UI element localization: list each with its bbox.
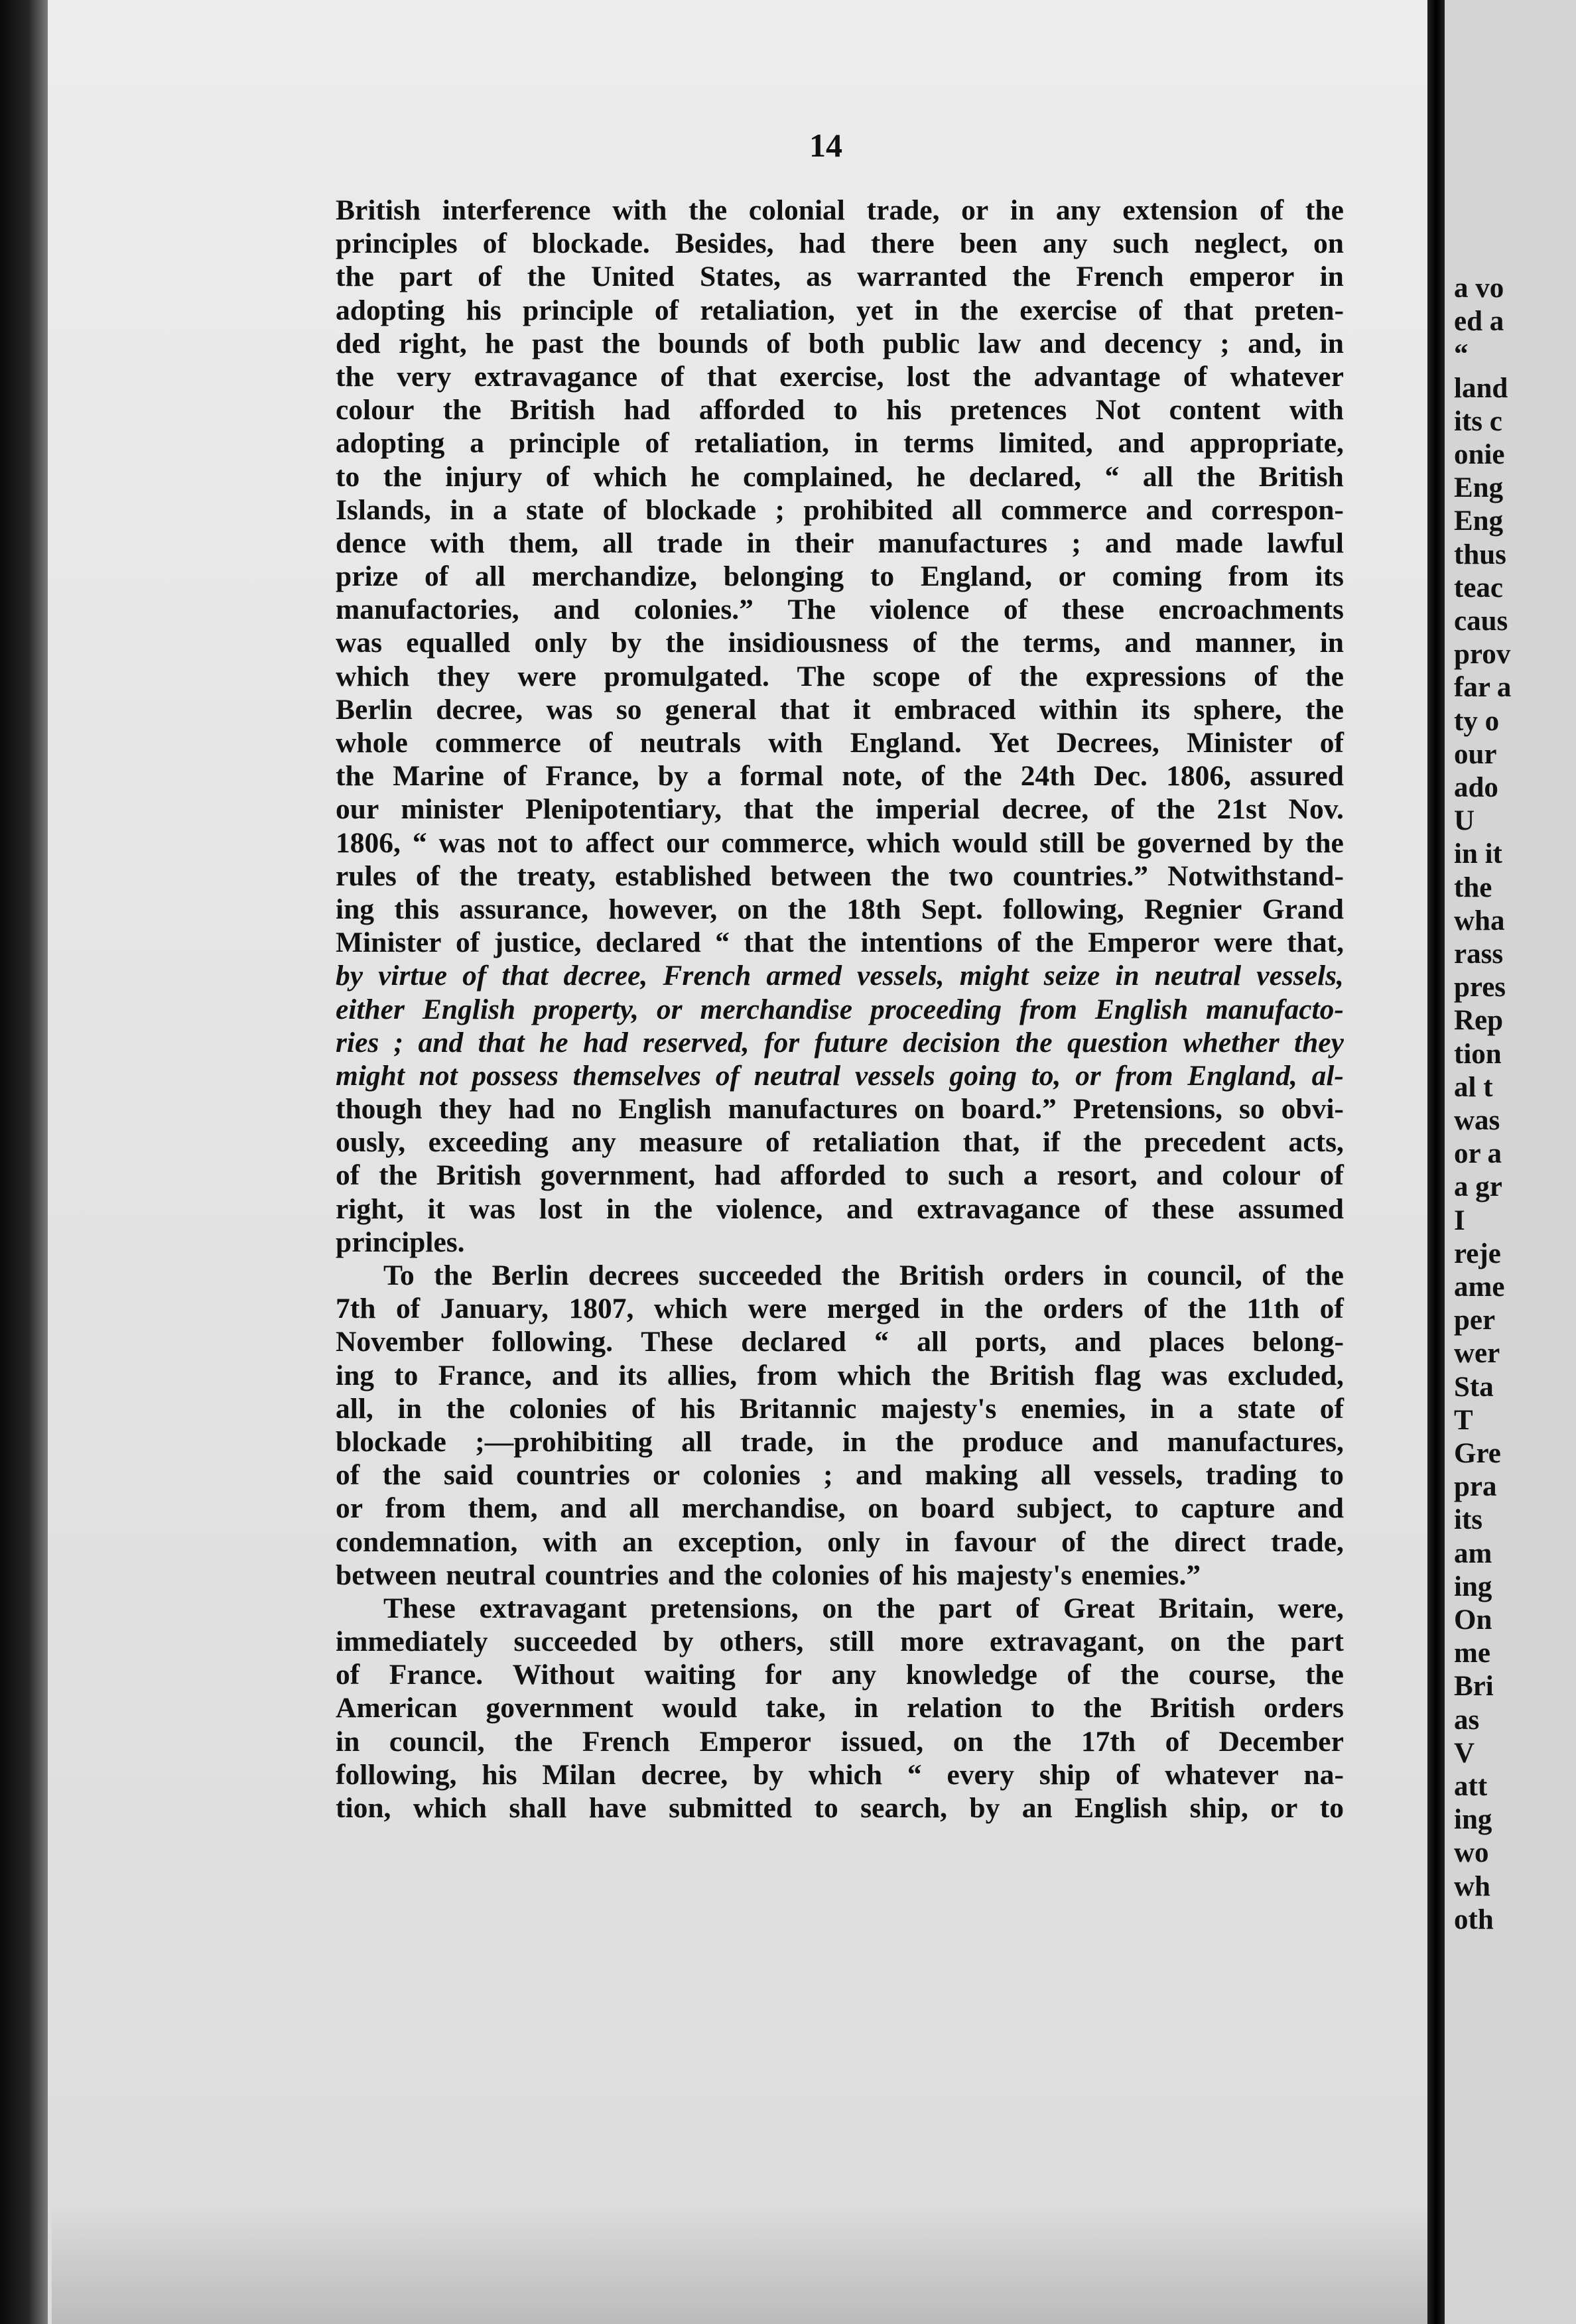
facing-page-fragment: wha (1454, 905, 1505, 936)
text-line: adopting his principle of retaliation, yet in the exercise of that preten- (336, 294, 1344, 326)
text-line: prize of all merchandize, belonging to England, or coming from its (336, 560, 1344, 593)
facing-page-fragment: wh (1454, 1870, 1490, 1902)
text-line: 7th of January, 1807, which were merged in the orders of the 11th of (336, 1293, 1344, 1325)
facing-page-fragment: reje (1454, 1238, 1501, 1269)
text-line: ded right, he past the bounds of both public law and decency ; and, in (336, 327, 1344, 359)
text-line: dence with them, all trade in their manufactures ; and made lawful (336, 527, 1344, 559)
text-line: or from them, and all merchandise, on board subject, to capture and (336, 1492, 1344, 1525)
facing-page-fragment: oth (1454, 1904, 1494, 1935)
text-line: tion, which shall have submitted to search, by an English ship, or to (336, 1792, 1344, 1824)
text-line: the part of the United States, as warranted the French emperor in (336, 261, 1344, 293)
facing-page-fragment: “ (1454, 339, 1469, 371)
facing-page-fragment: onie (1454, 439, 1505, 470)
facing-page-fragment: a gr (1454, 1171, 1502, 1203)
text-line: ing to France, and its allies, from which the British flag was excluded, (336, 1359, 1344, 1391)
facing-page-fragment: ty o (1454, 705, 1500, 737)
facing-page-fragment: per (1454, 1305, 1496, 1336)
text-line: To the Berlin decrees succeeded the British orders in council, of the (383, 1259, 1344, 1291)
facing-page-fragment: me (1454, 1638, 1490, 1669)
facing-page-fragment: ame (1454, 1271, 1505, 1303)
text-line: blockade ;—prohibiting all trade, in the produce and manufactures, (336, 1425, 1344, 1458)
facing-page-fragment: a vo (1454, 273, 1504, 304)
facing-page-fragment: ing (1454, 1804, 1492, 1836)
text-line: adopting a principle of retaliation, in terms limited, and appropriate, (336, 427, 1344, 460)
text-line: November following. These declared “ all ports, and places belong- (336, 1326, 1344, 1358)
text-line: right, it was lost in the violence, and extravagance of these assumed (336, 1193, 1344, 1225)
text-line: in council, the French Emperor issued, on the 17th of December (336, 1725, 1344, 1758)
facing-page-fragment: Rep (1454, 1005, 1504, 1037)
facing-page-fragment: the (1454, 871, 1492, 903)
text-line: might not possess themselves of neutral vessels going to, or from England, al- (336, 1059, 1344, 1092)
facing-page-fragment: pra (1454, 1471, 1497, 1503)
facing-page-fragment: On (1454, 1604, 1492, 1636)
facing-page-fragment: thus (1454, 539, 1506, 570)
text-line: was equalled only by the insidiousness of the terms, and manner, in (336, 627, 1344, 659)
facing-page-fragment: T (1454, 1404, 1473, 1436)
facing-page-fragment: its (1454, 1504, 1482, 1536)
facing-page-fragment: pres (1454, 972, 1506, 1003)
text-line: condemnation, with an exception, only in favour of the direct trade, (336, 1525, 1344, 1558)
page-number: 14 (809, 127, 842, 164)
text-line: colour the British had afforded to his pretences Not content with (336, 394, 1344, 426)
text-line: principles of blockade. Besides, had there been any such neglect, on (336, 227, 1344, 260)
text-line: whole commerce of neutrals with England. Yet Decrees, Minister of (336, 727, 1344, 759)
facing-page-fragment: U (1454, 805, 1475, 837)
facing-page-fragment: as (1454, 1704, 1480, 1736)
text-line: American government would take, in relation to the British orders (336, 1692, 1344, 1724)
scan-left-edge (0, 0, 52, 2324)
text-line: Minister of justice, declared “ that the intentions of the Emperor were that, (336, 927, 1344, 959)
facing-page-fragment: Eng (1454, 505, 1504, 537)
facing-page-fragment: tion (1454, 1038, 1502, 1070)
facing-page-fragment: or a (1454, 1138, 1502, 1170)
facing-page-fragment: rass (1454, 938, 1504, 970)
text-line: rules of the treaty, established between the two countries.” Notwithstand- (336, 860, 1344, 892)
facing-page-fragment: ing (1454, 1571, 1492, 1602)
text-line: of France. Without waiting for any knowledge of the course, the (336, 1659, 1344, 1691)
page-bottom-shadow (52, 2202, 1427, 2324)
facing-page-fragment: al t (1454, 1071, 1493, 1103)
text-line: by virtue of that decree, French armed vessels, might seize in neutral vessels, (336, 960, 1344, 992)
facing-page-fragment: Bri (1454, 1671, 1494, 1703)
text-line: though they had no English manufactures on board.” Pretensions, so obvi- (336, 1093, 1344, 1126)
text-line: Berlin decree, was so general that it embraced within its sphere, the (336, 693, 1344, 726)
text-line: of the British government, had afforded to such a resort, and colour of (336, 1159, 1344, 1192)
facing-page-fragment: Eng (1454, 472, 1504, 504)
book-gutter (1427, 0, 1445, 2324)
text-line: British interference with the colonial trade, or in any extension of the (336, 194, 1344, 226)
facing-page-fragment: far a (1454, 672, 1512, 704)
facing-page-fragment: Gre (1454, 1438, 1501, 1469)
text-line: manufactories, and colonies.” The violence of these encroachments (336, 594, 1344, 626)
facing-page-fragment: Sta (1454, 1371, 1494, 1403)
text-line: to the injury of which he complained, he declared, “ all the British (336, 460, 1344, 493)
text-line: Islands, in a state of blockade ; prohibited all commerce and correspon- (336, 493, 1344, 526)
text-line: all, in the colonies of his Britannic majesty's enemies, in a state of (336, 1392, 1344, 1425)
facing-page-fragment: was (1454, 1105, 1500, 1136)
facing-page-fragment: ed a (1454, 306, 1504, 338)
facing-page-fragment: I (1454, 1204, 1465, 1236)
facing-page-fragment: its c (1454, 405, 1502, 437)
facing-page-fragment: am (1454, 1537, 1492, 1569)
text-line: our minister Plenipotentiary, that the imperial decree, of the 21st Nov. (336, 793, 1344, 826)
text-line: 1806, “ was not to affect our commerce, which would still be governed by the (336, 826, 1344, 859)
facing-page-fragment: V (1454, 1737, 1475, 1769)
text-line: ously, exceeding any measure of retaliation that, if the precedent acts, (336, 1126, 1344, 1159)
text-line: These extravagant pretensions, on the part of Great Britain, were, (383, 1592, 1344, 1624)
facing-page-fragment: in it (1454, 838, 1502, 870)
page-body-text (336, 194, 1344, 1825)
text-line: either English property, or merchandise proceeding from English manufacto- (336, 993, 1344, 1025)
facing-page-fragment: teac (1454, 572, 1503, 604)
text-line: the very extravagance of that exercise, lost the advantage of whatever (336, 360, 1344, 393)
text-line: which they were promulgated. The scope of the expressions of the (336, 660, 1344, 692)
text-line: of the said countries or colonies ; and making all vessels, trading to (336, 1459, 1344, 1492)
facing-page-fragment: caus (1454, 606, 1508, 637)
text-line: the Marine of France, by a formal note, of the 24th Dec. 1806, assured (336, 760, 1344, 793)
text-line: ing this assurance, however, on the 18th Sept. following, Regnier Grand (336, 893, 1344, 925)
facing-page-fragment: ado (1454, 772, 1498, 803)
facing-page-fragment: wer (1454, 1338, 1500, 1370)
facing-page-fragment: att (1454, 1771, 1488, 1802)
facing-page-fragment: our (1454, 738, 1497, 770)
text-line: between neutral countries and the colonies of his majesty's enemies.” (336, 1559, 1201, 1591)
facing-page-fragment: wo (1454, 1837, 1489, 1869)
text-line: immediately succeeded by others, still more extravagant, on the part (336, 1626, 1344, 1658)
facing-page-fragment: land (1454, 372, 1508, 404)
text-line: ries ; and that he had reserved, for future decision the question whether they (336, 1026, 1344, 1059)
text-line: following, his Milan decree, by which “ every ship of whatever na- (336, 1758, 1344, 1791)
text-line: principles. (336, 1226, 465, 1258)
facing-page-fragment: prov (1454, 639, 1511, 671)
